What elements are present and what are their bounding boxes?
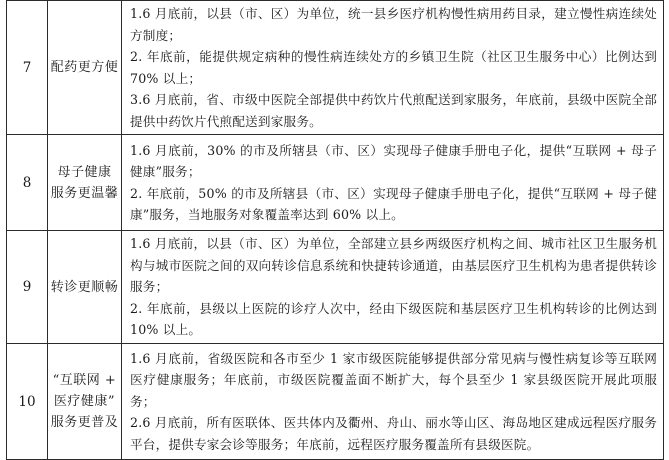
item-description [122,1,664,135]
item-description [122,135,664,231]
policy-table [6,0,664,460]
description-paragraph: 1.6 月底前，以县（市、区）为单位，全部建立县乡两级医疗机构之间、城市社区卫生服务机构与城市医院之间的双向转诊信息系统和快捷转诊通道，由基层医疗卫生机构为患者提供转诊服务； [130,236,657,295]
row-number: 8 [7,135,48,231]
description-paragraph: 2. 年底前，50% 的市及所辖县（市、区）实现母子健康手册电子化，提供“互联网 + 母子健康”服务，当地服务对象覆盖率达到 60% 以上。 [130,185,657,222]
description-paragraph: 2. 年底前，能提供规定病种的慢性病连续处方的乡镇卫生院（社区卫生服务中心）比例达到 70% 以上； [130,49,657,86]
description-paragraph: 2.6 月底前，所有医联体、医共体内及衢州、舟山、丽水等山区、海岛地区建成远程医疗服务平台，提供专家会诊等服务；年底前，远程医疗服务覆盖所有县级医院。 [130,415,657,452]
item-title-line: 服务更普及 [50,415,119,430]
table-row [7,344,664,460]
description-paragraph: 1.6 月底前，30% 的市及所辖县（市、区）实现母子健康手册电子化，提供“互联网 + 母子健康”服务； [130,142,657,179]
description-paragraph: 3.6 月底前，省、市级中医院全部提供中药饮片代煎配送到家服务，年底前，县级中医院全部提供中药饮片代煎配送到家服务。 [130,92,657,129]
item-description [122,231,664,344]
table-row [7,135,664,231]
item-title-line: 母子健康 [57,164,112,180]
item-title-line: 配药更方便 [50,60,119,75]
item-title [48,1,122,135]
description-paragraph: 1.6 月底前，以县（市、区）为单位，统一县乡医疗机构慢性病用药目录，建立慢性病连续处方制度； [130,6,657,43]
item-description [122,344,664,460]
item-title-line: 服务更温馨 [50,185,119,201]
table-row [7,231,664,344]
item-title-line: 转诊更顺畅 [50,279,119,295]
item-title-line: 医疗健康” [53,394,116,409]
description-paragraph: 2. 年底前，县级以上医院的诊疗人次中，经由下级医院和基层医疗卫生机构转诊的比例达到 10% 以上。 [130,300,657,338]
table-row [7,1,664,135]
row-number: 7 [7,1,48,135]
row-number: 10 [7,344,48,460]
description-paragraph: 1.6 月底前，省级医院和各市至少 1 家市级医院能够提供部分常见病与慢性病复诊等互联网医疗健康服务；年底前，市级医院覆盖面不断扩大，每个县至少 1 家县级医院开展此项服务； [130,350,657,409]
item-title [48,231,122,344]
item-title [48,135,122,231]
row-number: 9 [7,231,48,344]
item-title [48,344,122,460]
item-title-line: “互联网 + [52,373,117,388]
